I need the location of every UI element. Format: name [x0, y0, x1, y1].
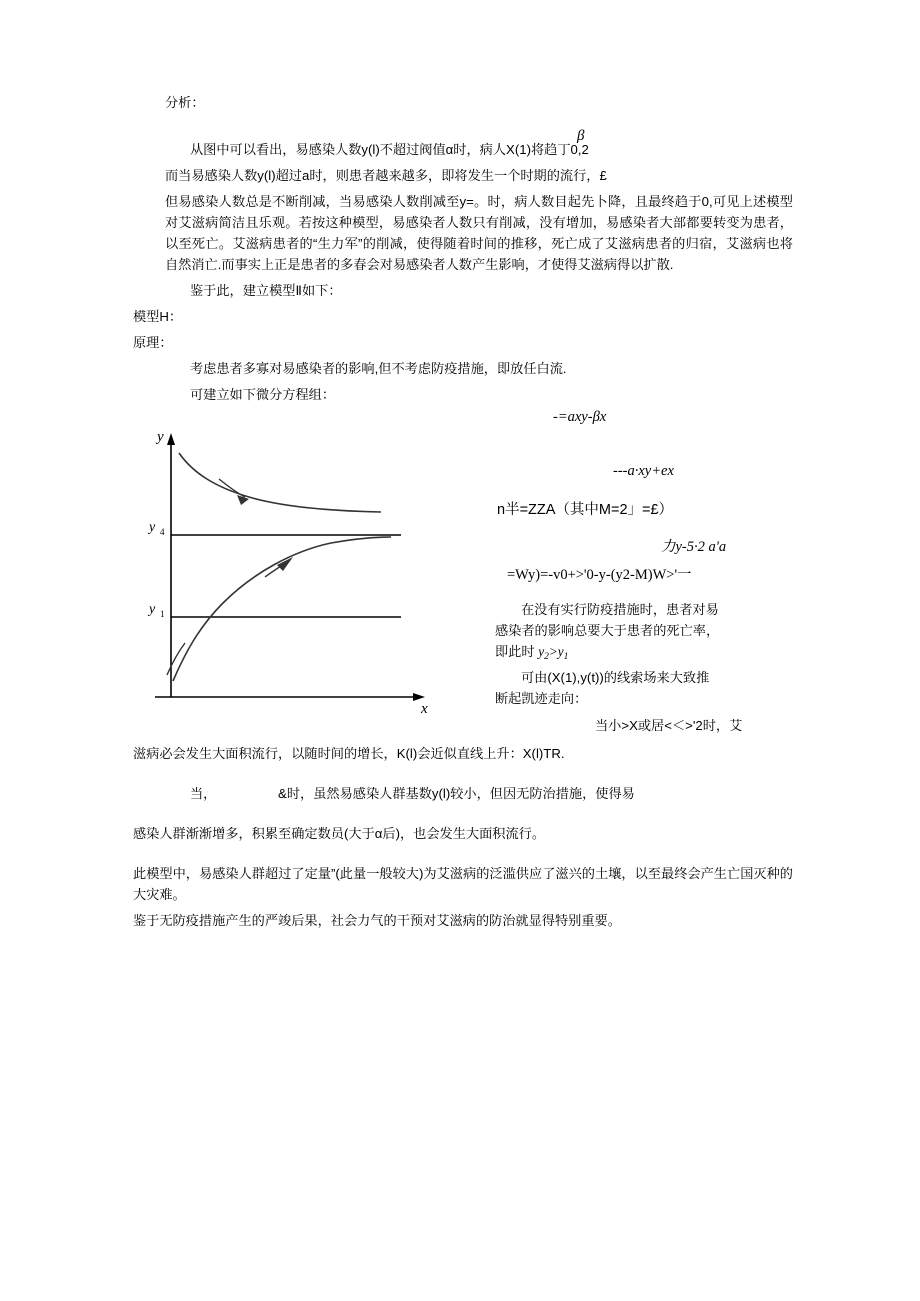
paragraph-4: 鉴于此，建立模型Ⅱ如下：	[190, 283, 342, 298]
inline-inequality: $y_2>y_1$	[538, 644, 569, 663]
analysis-label: 分析：	[165, 95, 205, 110]
model-label: 模型H：	[133, 309, 183, 324]
curve-upper-decaying	[179, 453, 381, 512]
formula-eq5: =Wy)=-v0+>'0-y-(y2-M)W>'一	[507, 567, 692, 583]
note-line-4: 可由(X(1),y(t))的线索场来大致推	[521, 670, 710, 685]
document-tail	[133, 743, 793, 931]
paragraph-2: 而当易感染人数y(l)超过a时，则患者越来越多，即将发生一个时期的流行，£	[165, 168, 607, 183]
formula-eq4: 力y-5·2 a'a	[661, 539, 727, 555]
note-line-1: 在没有实行防疫措施时，患者对易	[521, 602, 719, 617]
curve-tail-stroke	[167, 643, 185, 675]
note-line-3-prefix: 即此时	[495, 644, 535, 659]
x-axis-arrow	[413, 693, 425, 701]
paragraph-9	[133, 783, 793, 804]
principle-label: 原理：	[133, 335, 173, 350]
tick-label-y4: y	[149, 520, 156, 535]
note-line-3	[495, 641, 568, 668]
formula-eq3: n半=ZZA（其中M=2」=£）	[497, 502, 674, 518]
formula-group	[433, 409, 793, 743]
tick-label-y4-sub: 4	[160, 527, 165, 537]
chart-svg	[133, 425, 443, 737]
phase-plane-chart	[133, 425, 443, 737]
paragraph-8-body: 滋病必会发生大面积流行，以随时间的增长，K(l)会近似直线上升：X(l)TR.	[133, 746, 565, 761]
note-line-2: 感染者的影响总要大于患者的死亡率，	[495, 623, 720, 638]
paragraph-11: 此模型中，易感染人群超过了定量”(此量一般较大)为艾滋病的泛滥供应了滋兴的土壤，以至最终会产生亡国灭种的大灾难。	[133, 866, 793, 902]
floating-beta-symbol: β	[577, 128, 585, 144]
figure-and-formulas	[133, 409, 793, 743]
document-body	[133, 92, 793, 931]
paragraph-12: 鉴于无防疫措施产生的严竣后果，社会力气的干预对艾滋病的防治就显得特别重要。	[133, 913, 621, 928]
paragraph-10: 感染人群渐渐增多，积累至确定数员(大于α后)，也会发生大面积流行。	[133, 826, 546, 841]
tick-label-y1: y	[149, 602, 156, 617]
paragraph-5: 考虑患者多寡对易感染者的影响,但不考虑防疫措施，即放任白流.	[190, 361, 567, 376]
formula-eq1: -=axy-βx	[553, 409, 607, 425]
note-line-5: 断起凯迹走向：	[495, 691, 588, 706]
formula-eq2: ---a·xy+ex	[613, 463, 674, 479]
curve-lower-rising	[173, 537, 391, 681]
paragraph-1: 从图中可以看出，易感染人数y(l)不超过阀值α时，病人X(1)将趋丁0,2	[190, 142, 589, 157]
paragraph-9-part-b: &时，虽然易感染人群基数y(l)较小，但因无防治措施，使得易	[278, 786, 635, 801]
x-axis-label: x	[421, 701, 428, 717]
y-axis-label: y	[157, 429, 164, 445]
y-axis-arrow	[167, 433, 175, 445]
note-line-6: 当小>X或居<＜>'2时，艾	[595, 718, 743, 733]
paragraph-3: 但易感染人数总是不断削减，当易感染人数削减至y=。时，病人数目起先卜降，且最终趋于0,可见上述模型对艾滋病简洁且乐观。若按这种模型，易感染者人数只有削减，没有增加，易感染者大部都要转变为患者，以至死亡。艾滋病患者的“生力军”的削减，使得随着时间的推移，死亡成了艾滋病患者的归宿，艾滋病也将自然消亡.而事实上正是患者的多春会对易感染者人数产生影响，才使得艾滋病得以扩散.	[165, 194, 793, 272]
paragraph-6: 可建立如下微分方程组：	[190, 387, 336, 402]
tick-label-y1-sub: 1	[160, 609, 165, 619]
paragraph-9-part-a: 当，	[190, 786, 217, 801]
